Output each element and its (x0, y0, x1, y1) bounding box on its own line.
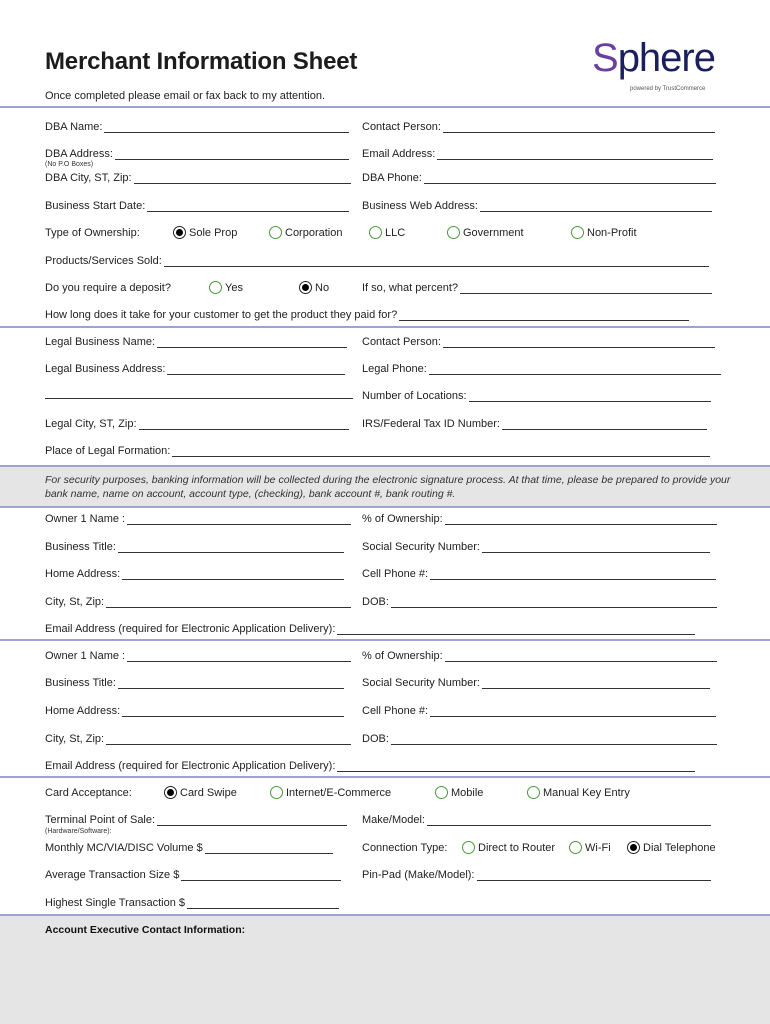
start-date-field[interactable] (45, 200, 349, 212)
sphere-logo (592, 36, 727, 98)
contact-person-label: Contact Person: (362, 121, 441, 133)
option-label: Card Swipe (180, 786, 237, 799)
option-label: Wi-Fi (585, 841, 611, 854)
option-label: Internet/E-Commerce (286, 786, 392, 799)
dba-address-label: DBA Address: (45, 148, 113, 160)
radio-icon[interactable] (435, 786, 448, 799)
owner-city-label: City, St, Zip: (45, 733, 105, 745)
radio-icon[interactable] (369, 226, 382, 239)
num-locations-field[interactable] (362, 390, 711, 402)
highest-transaction-label: Highest Single Transaction $ (45, 897, 186, 909)
home-address-field[interactable] (45, 705, 344, 717)
option-label: Corporation (285, 226, 343, 239)
radio-icon[interactable] (447, 226, 460, 239)
terminal-label: Terminal Point of Sale: (45, 814, 156, 826)
dob-field[interactable] (362, 596, 717, 608)
deposit-label: Do you require a deposit? (45, 282, 171, 294)
page-title: Merchant Information Sheet (45, 48, 358, 75)
business-title-field[interactable] (45, 677, 344, 689)
ssn-field[interactable] (362, 541, 710, 553)
hardware-note: (Hardware/Software): (45, 828, 112, 835)
num-locations-label: Number of Locations: (362, 390, 467, 402)
radio-icon[interactable] (164, 786, 177, 799)
ssn-label: Social Security Number: (362, 677, 480, 689)
radio-icon[interactable] (270, 786, 283, 799)
ownership-pct-field[interactable] (362, 650, 717, 662)
pin-pad-label: Pin-Pad (Make/Model): (362, 869, 475, 881)
ownership-non-profit[interactable] (571, 226, 637, 239)
no-po-boxes-note: (No P.O Boxes) (45, 161, 94, 168)
section-divider (0, 326, 770, 328)
connection-type-label: Connection Type: (362, 842, 448, 854)
deposit-yes[interactable] (209, 281, 243, 294)
deposit-percent-label: If so, what percent? (362, 282, 458, 294)
monthly-volume-field[interactable] (45, 842, 333, 854)
avg-transaction-field[interactable] (45, 869, 341, 881)
dba-city-label: DBA City, ST, Zip: (45, 172, 132, 184)
radio-icon[interactable] (299, 281, 312, 294)
owner-name-label: Owner 1 Name : (45, 513, 126, 525)
card-acceptance-label: Card Acceptance: (45, 787, 132, 799)
ownership-pct-label: % of Ownership: (362, 650, 443, 662)
legal-address-label: Legal Business Address: (45, 363, 166, 375)
logo-letters: phere (617, 36, 715, 80)
formation-field[interactable] (45, 445, 710, 457)
radio-icon[interactable] (627, 841, 640, 854)
business-title-label: Business Title: (45, 677, 116, 689)
web-address-field[interactable] (362, 200, 712, 212)
cell-phone-field[interactable] (362, 705, 716, 717)
dba-phone-field[interactable] (362, 172, 716, 184)
dba-name-label: DBA Name: (45, 121, 103, 133)
highest-transaction-field[interactable] (45, 897, 339, 909)
radio-icon[interactable] (173, 226, 186, 239)
legal-city-field[interactable] (45, 418, 349, 430)
owner-email-label: Email Address (required for Electronic Application Delivery): (45, 760, 336, 772)
logo-tagline: powered by TrustCommerce (630, 86, 706, 92)
legal-contact-field[interactable] (362, 336, 715, 348)
dba-phone-label: DBA Phone: (362, 172, 422, 184)
tax-id-field[interactable] (362, 418, 707, 430)
how-long-label: How long does it take for your customer to get the product they paid for? (45, 309, 398, 321)
connection-wifi[interactable] (569, 841, 611, 854)
security-notice: For security purposes, banking information will be collected during the electronic signature process. At that time, please be prepared to provide your bank name, name on account, account type, (checking), bank account #, bank routing #. (45, 474, 731, 500)
logo-wordmark (592, 36, 715, 81)
deposit-no[interactable] (299, 281, 329, 294)
owner-email-label: Email Address (required for Electronic Application Delivery): (45, 623, 336, 635)
dba-name-field[interactable] (45, 121, 349, 133)
legal-contact-label: Contact Person: (362, 336, 441, 348)
section-divider (0, 506, 770, 508)
owner-city-field[interactable] (45, 596, 351, 608)
dba-address-field[interactable] (45, 148, 349, 160)
ssn-field[interactable] (362, 677, 710, 689)
dob-field[interactable] (362, 733, 717, 745)
email-address-field[interactable] (362, 148, 713, 160)
start-date-label: Business Start Date: (45, 200, 146, 212)
business-title-label: Business Title: (45, 541, 116, 553)
terminal-field[interactable] (45, 814, 347, 826)
business-title-field[interactable] (45, 541, 344, 553)
email-address-label: Email Address: (362, 148, 436, 160)
acceptance-mobile[interactable] (435, 786, 483, 799)
radio-icon[interactable] (527, 786, 540, 799)
legal-address-line2[interactable] (45, 390, 353, 399)
products-sold-field[interactable] (45, 255, 709, 267)
legal-city-label: Legal City, ST, Zip: (45, 418, 137, 430)
home-address-field[interactable] (45, 568, 344, 580)
page-subtitle: Once completed please email or fax back to my attention. (45, 90, 326, 102)
option-label: Sole Prop (189, 226, 238, 239)
owner-email-field[interactable] (45, 623, 695, 635)
avg-transaction-label: Average Transaction Size $ (45, 869, 180, 881)
how-long-field[interactable] (45, 309, 689, 321)
owner-email-field[interactable] (45, 760, 695, 772)
legal-name-label: Legal Business Name: (45, 336, 156, 348)
section-divider (0, 106, 770, 108)
dba-city-field[interactable] (45, 172, 351, 184)
acceptance-manual-key[interactable] (527, 786, 630, 799)
radio-icon[interactable] (269, 226, 282, 239)
web-address-label: Business Web Address: (362, 200, 478, 212)
tax-id-label: IRS/Federal Tax ID Number: (362, 418, 500, 430)
home-address-label: Home Address: (45, 568, 121, 580)
option-label: Mobile (451, 786, 484, 799)
account-executive-label: Account Executive Contact Information: (45, 924, 246, 936)
ownership-llc[interactable] (369, 226, 405, 239)
formation-label: Place of Legal Formation: (45, 445, 171, 457)
make-model-label: Make/Model: (362, 814, 425, 826)
option-label: Yes (225, 281, 243, 294)
section-divider (0, 776, 770, 778)
ownership-government[interactable] (447, 226, 524, 239)
pin-pad-field[interactable] (362, 869, 711, 881)
radio-icon[interactable] (209, 281, 222, 294)
legal-phone-label: Legal Phone: (362, 363, 427, 375)
owner-name-label: Owner 1 Name : (45, 650, 126, 662)
home-address-label: Home Address: (45, 705, 121, 717)
acceptance-card-swipe[interactable] (164, 786, 237, 799)
owner-name-field[interactable] (45, 513, 351, 525)
owner-name-field[interactable] (45, 650, 351, 662)
section-divider (0, 639, 770, 641)
legal-address-field[interactable] (45, 363, 345, 375)
ownership-sole-prop[interactable] (173, 226, 237, 239)
legal-phone-field[interactable] (362, 363, 721, 375)
section-divider (0, 914, 770, 916)
owner-city-label: City, St, Zip: (45, 596, 105, 608)
make-model-field[interactable] (362, 814, 711, 826)
ownership-corporation[interactable] (269, 226, 342, 239)
ownership-label: Type of Ownership: (45, 227, 140, 239)
deposit-percent-field[interactable] (362, 282, 712, 294)
dob-label: DOB: (362, 596, 389, 608)
cell-phone-field[interactable] (362, 568, 716, 580)
logo-letter-s: S (592, 36, 618, 80)
dob-label: DOB: (362, 733, 389, 745)
legal-name-field[interactable] (45, 336, 347, 348)
connection-dial-telephone[interactable] (627, 841, 716, 854)
cell-phone-label: Cell Phone #: (362, 705, 429, 717)
ssn-label: Social Security Number: (362, 541, 480, 553)
section-divider (0, 465, 770, 467)
radio-icon[interactable] (569, 841, 582, 854)
ownership-pct-field[interactable] (362, 513, 717, 525)
connection-direct-router[interactable] (462, 841, 555, 854)
option-label: Non-Profit (587, 226, 637, 239)
ownership-pct-label: % of Ownership: (362, 513, 443, 525)
contact-person-field[interactable] (362, 121, 715, 133)
option-label: LLC (385, 226, 406, 239)
cell-phone-label: Cell Phone #: (362, 568, 429, 580)
radio-icon[interactable] (571, 226, 584, 239)
option-label: No (315, 281, 330, 294)
option-label: Manual Key Entry (543, 786, 630, 799)
option-label: Direct to Router (478, 841, 556, 854)
radio-icon[interactable] (462, 841, 475, 854)
option-label: Dial Telephone (643, 841, 716, 854)
owner-city-field[interactable] (45, 733, 351, 745)
monthly-volume-label: Monthly MC/VIA/DISC Volume $ (45, 842, 203, 854)
products-sold-label: Products/Services Sold: (45, 255, 162, 267)
acceptance-internet[interactable] (270, 786, 391, 799)
option-label: Government (463, 226, 524, 239)
